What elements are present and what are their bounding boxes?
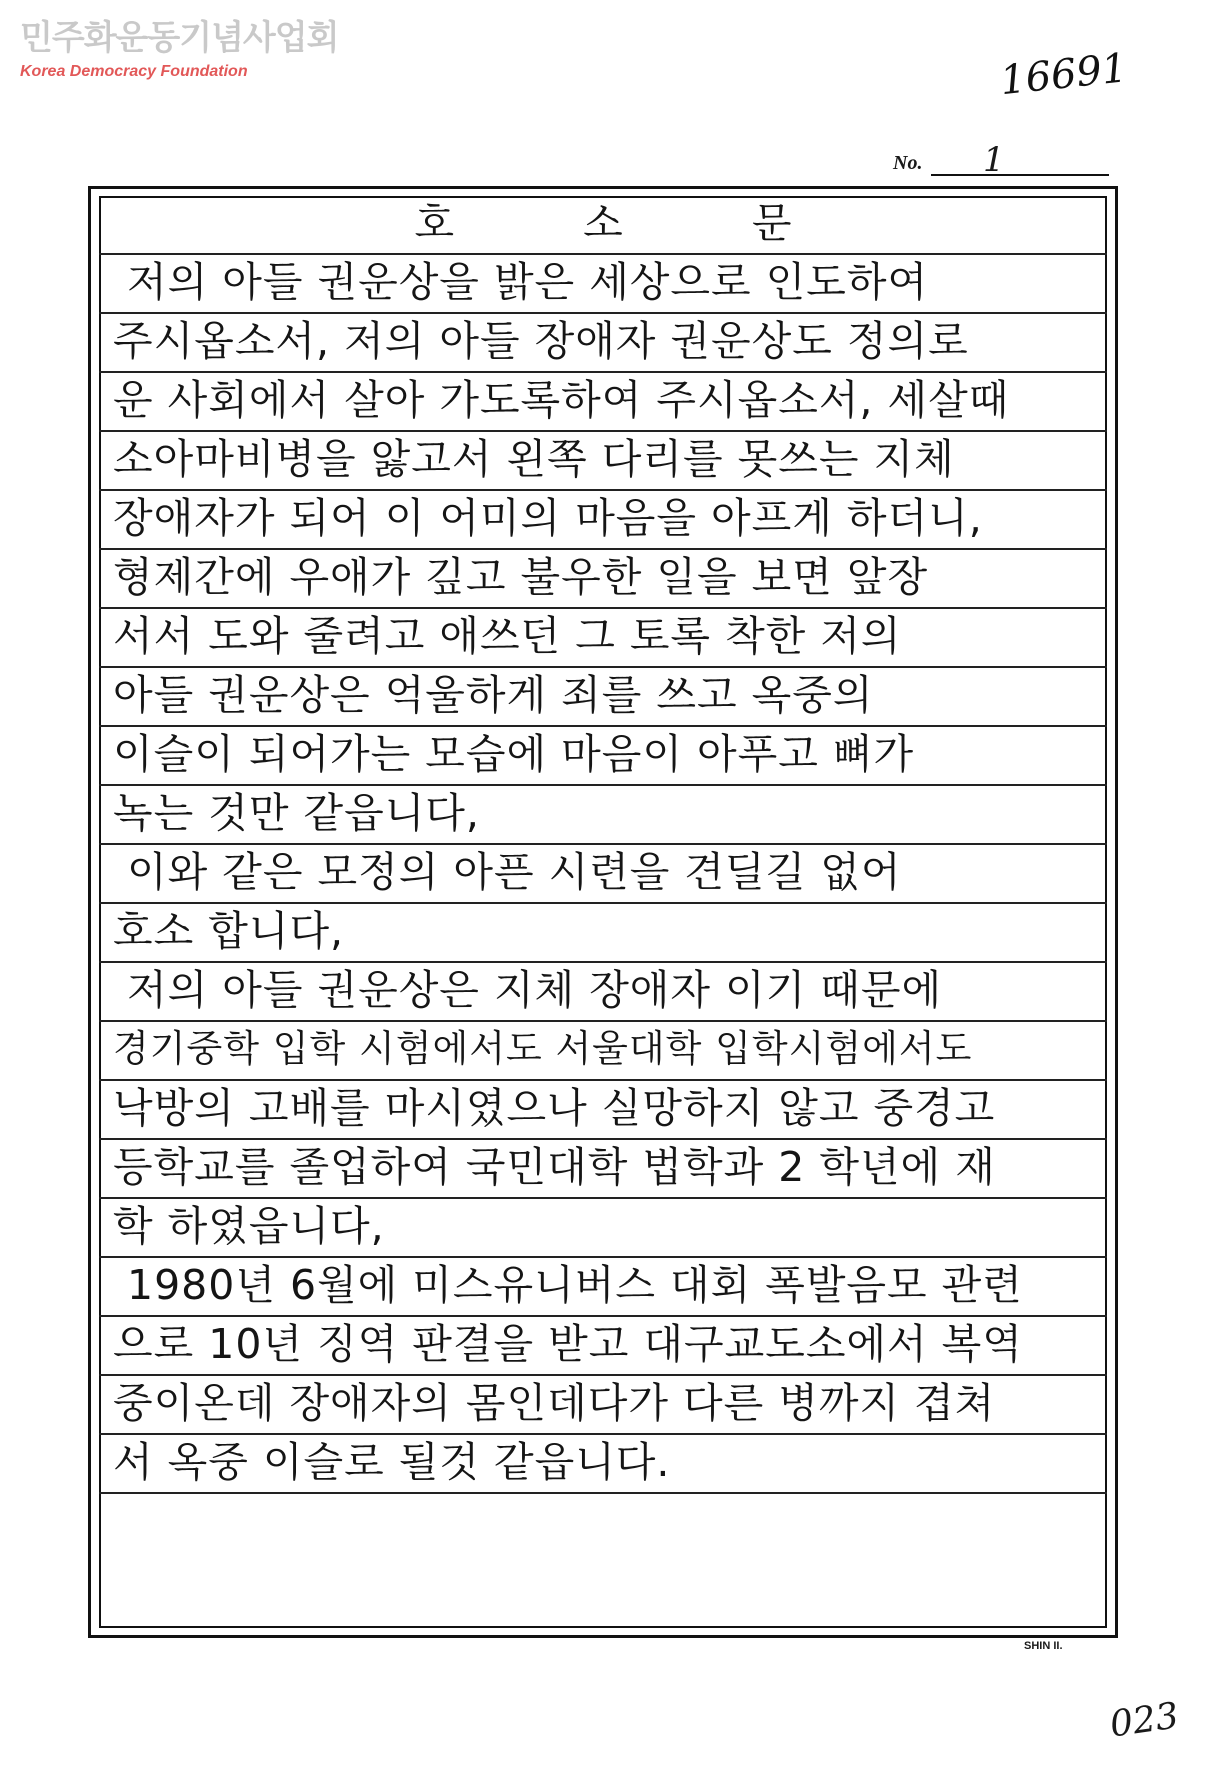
watermark-korean: 민주화운동기념사업회 (20, 18, 339, 58)
document-title: 호 소 문 (414, 199, 850, 247)
title-row (99, 196, 1107, 255)
text-line (99, 314, 1107, 373)
line-text: 이와 같은 모정의 아픈 시련을 견딜길 없어 (127, 848, 902, 896)
text-line (99, 1199, 1107, 1258)
text-line (99, 668, 1107, 727)
text-line (99, 373, 1107, 432)
paper-brand-mark: SHIN II. (1024, 1640, 1063, 1652)
page-mark: 023 (1107, 1695, 1182, 1746)
document-number: 16691 (998, 45, 1130, 105)
text-line (99, 1022, 1107, 1081)
line-text: 저의 아들 권운상을 밝은 세상으로 인도하여 (127, 258, 929, 306)
text-line (99, 963, 1107, 1022)
text-line (99, 550, 1107, 609)
line-text: 저의 아들 권운상은 지체 장애자 이기 때문에 (127, 966, 943, 1014)
watermark-logo (20, 18, 338, 82)
text-line (99, 609, 1107, 668)
line-text: 이슬이 되어가는 모습에 마음이 아푸고 뼈가 (113, 730, 915, 778)
sheet-number-underline (931, 174, 1109, 176)
sheet-number-field (893, 140, 1113, 180)
line-text: 으로 10년 징역 판결을 받고 대구교도소에서 복역 (113, 1320, 1023, 1368)
line-text: 주시옵소서, 저의 아들 장애자 권운상도 정의로 (113, 317, 969, 365)
text-line (99, 432, 1107, 491)
text-line (99, 255, 1107, 314)
line-text: 학 하였읍니다, (113, 1202, 385, 1250)
text-line (99, 1258, 1107, 1317)
text-line (99, 1376, 1107, 1435)
line-text: 운 사회에서 살아 가도록하여 주시옵소서, 세살때 (113, 376, 1010, 424)
line-text: 서 옥중 이슬로 될것 같읍니다. (113, 1438, 671, 1486)
line-text: 1980년 6월에 미스유니버스 대회 폭발음모 관련 (127, 1261, 1023, 1309)
text-line (99, 1317, 1107, 1376)
line-text: 낙방의 고배를 마시였으나 실망하지 않고 중경고 (113, 1084, 996, 1132)
line-text: 경기중학 입학 시험에서도 서울대학 입학시험에서도 (113, 1027, 973, 1070)
line-text: 형제간에 우애가 깊고 불우한 일을 보면 앞장 (113, 553, 929, 601)
line-text: 등학교를 졸업하여 국민대학 법학과 2 학년에 재 (113, 1143, 996, 1191)
line-text: 소아마비병을 앓고서 왼쪽 다리를 못쓰는 지체 (113, 435, 955, 483)
text-line (99, 845, 1107, 904)
text-line (99, 904, 1107, 963)
line-text: 중이온데 장애자의 몸인데다가 다른 병까지 겹쳐 (113, 1379, 996, 1427)
text-line (99, 1081, 1107, 1140)
watermark-english: Korea Democracy Foundation (20, 63, 248, 80)
text-line (99, 786, 1107, 845)
text-line (99, 1140, 1107, 1199)
sheet-number-label: No. (893, 152, 923, 174)
sheet-number-value: 1 (983, 140, 1005, 180)
line-text: 아들 권운상은 억울하게 죄를 쓰고 옥중의 (113, 671, 874, 719)
empty-line (99, 1494, 1107, 1553)
text-line (99, 1435, 1107, 1494)
line-text: 녹는 것만 같읍니다, (113, 789, 480, 837)
line-text: 호소 합니다, (113, 907, 345, 955)
line-text: 서서 도와 줄려고 애쓰던 그 토록 착한 저의 (113, 612, 902, 660)
line-text: 장애자가 되어 이 어미의 마음을 아프게 하더니, (113, 494, 983, 542)
text-line (99, 727, 1107, 786)
text-line (99, 491, 1107, 550)
empty-line (99, 1553, 1107, 1612)
